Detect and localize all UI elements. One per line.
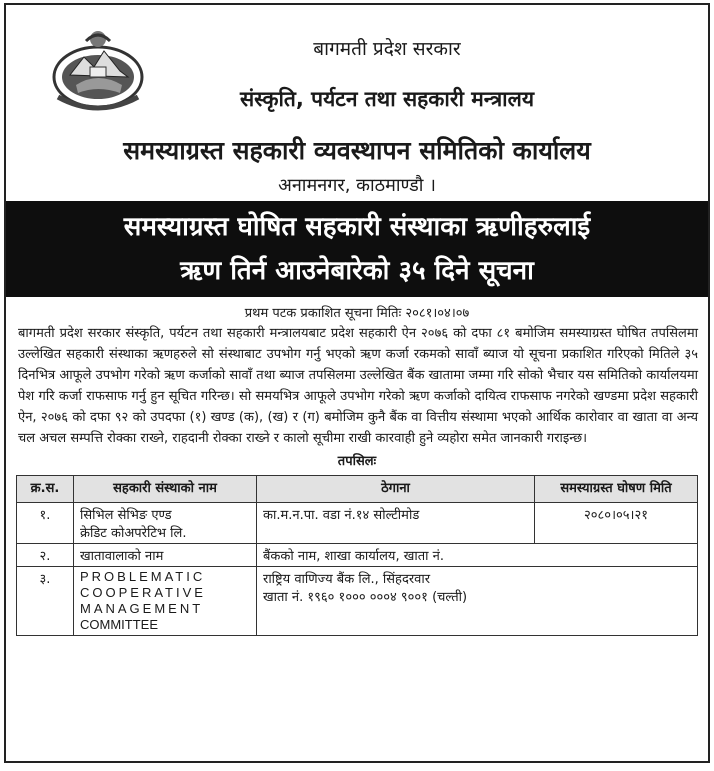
notice-title-banner bbox=[6, 201, 708, 297]
row2-serial: २. bbox=[17, 544, 74, 567]
government-name: बागमती प्रदेश सरकार bbox=[313, 38, 461, 60]
header-cooperative-name: सहकारी संस्थाको नाम bbox=[74, 476, 257, 503]
published-date: प्रथम पटक प्रकाशित सूचना मितिः २०८१।०४।०७ bbox=[244, 306, 470, 321]
row3-name-line2: COOPERATIVE bbox=[80, 585, 206, 600]
header-declaration-date: समस्याग्रस्त घोषण मिति bbox=[535, 476, 698, 503]
office-name: समस्याग्रस्त सहकारी व्यवस्थापन समितिको कार्यालय bbox=[123, 136, 591, 165]
row3-name-line3: MANAGEMENT bbox=[80, 601, 204, 616]
row1-serial: १. bbox=[17, 503, 74, 544]
row1-name bbox=[74, 503, 257, 544]
header-serial: क्र.स. bbox=[17, 476, 74, 503]
row1-name-line2: क्रेडिट कोअपरेटिभ लि. bbox=[80, 526, 187, 541]
notice-body: बागमती प्रदेश सरकार संस्कृति, पर्यटन तथा सहकारी मन्त्रालयबाट प्रदेश सहकारी ऐन २०७६ को दफा ८१ बमोजिम समस्याग्रस्त घोषित तपसिलमा उल्लेखित सहकारी संस्थाका ऋणहरुले सो संस्थाबाट उपभोग गर्नु भएको ऋण कर्जा रकमको सावाँ ब्याज यो सूचना प्रकाशित गरिएको मितिले ३५ दिनभित्र आफूले उपभोग गरेको ऋण कर्जाको सावाँ तथा ब्याज तपसिलमा उल्लेखित बैंक खातामा जम्मा गरि सोको भैचार यस समितिको कार्यालयमा पेश गरि कर्जा राफसाफ गर्नु हुन सूचित गरिन्छ। सो समयभित्र आफूले उपभोग गरेको ऋण कर्जाको दायित्व राफसाफ नगरेको खण्डमा प्रदेश सहकारी ऐन, २०७६ को दफा ९२ को उपदफा (१) खण्ड (क), (ख) र (ग) बमोजिम कुनै बैंक वा वित्तीय संस्थामा भएको आर्थिक कारोवार वा खाता वा अन्य चल अचल सम्पत्ति रोक्का राख्ने, राहदानी रोक्का राख्ने र कालो सूचीमा राखी कारवाही हुने व्यहोरा समेत जानकारी गराइन्छ। bbox=[18, 326, 698, 446]
ministry-name: संस्कृति, पर्यटन तथा सहकारी मन्त्रालय bbox=[239, 87, 535, 111]
row1-address: का.म.न.पा. वडा नं.१४ सोल्टीमोड bbox=[257, 503, 535, 544]
table-header-row bbox=[17, 476, 698, 503]
table-row bbox=[17, 503, 698, 544]
row3-name-line1: PROBLEMATIC bbox=[80, 569, 206, 584]
row2-label: खातावालाको नाम bbox=[74, 544, 257, 567]
schedule-heading: तपसिलः bbox=[337, 454, 377, 469]
header-address: ठेगाना bbox=[257, 476, 535, 503]
table-row bbox=[17, 567, 698, 636]
row3-serial: ३. bbox=[17, 567, 74, 636]
row1-date: २०८०।०५।२१ bbox=[535, 503, 698, 544]
row3-name-line4: COMMITTEE bbox=[80, 617, 158, 632]
table-row bbox=[17, 544, 698, 567]
row1-name-line1: सिभिल सेभिङ एण्ड bbox=[80, 508, 172, 523]
notice-header bbox=[6, 5, 708, 201]
schedule-table bbox=[16, 475, 698, 636]
row3-bank-line2: खाता नं. १९६० १००० ०००४ ९००१ (चल्ती) bbox=[263, 590, 468, 605]
row2-value: बैंकको नाम, शाखा कार्यालय, खाता नं. bbox=[257, 544, 698, 567]
office-address: अनामनगर, काठमाण्डौ । bbox=[278, 175, 436, 196]
notice-page bbox=[4, 3, 710, 763]
row3-bank-details bbox=[257, 567, 698, 636]
notice-title-line2: ऋण तिर्न आउनेबारेको ३५ दिने सूचना bbox=[180, 256, 534, 286]
row3-bank-line1: राष्ट्रिय वाणिज्य बैंक लि., सिंहदरवार bbox=[263, 572, 431, 587]
row3-account-name bbox=[74, 567, 257, 636]
notice-title-line1: समस्याग्रस्त घोषित सहकारी संस्थाका ऋणीहरुलाई bbox=[123, 212, 591, 242]
